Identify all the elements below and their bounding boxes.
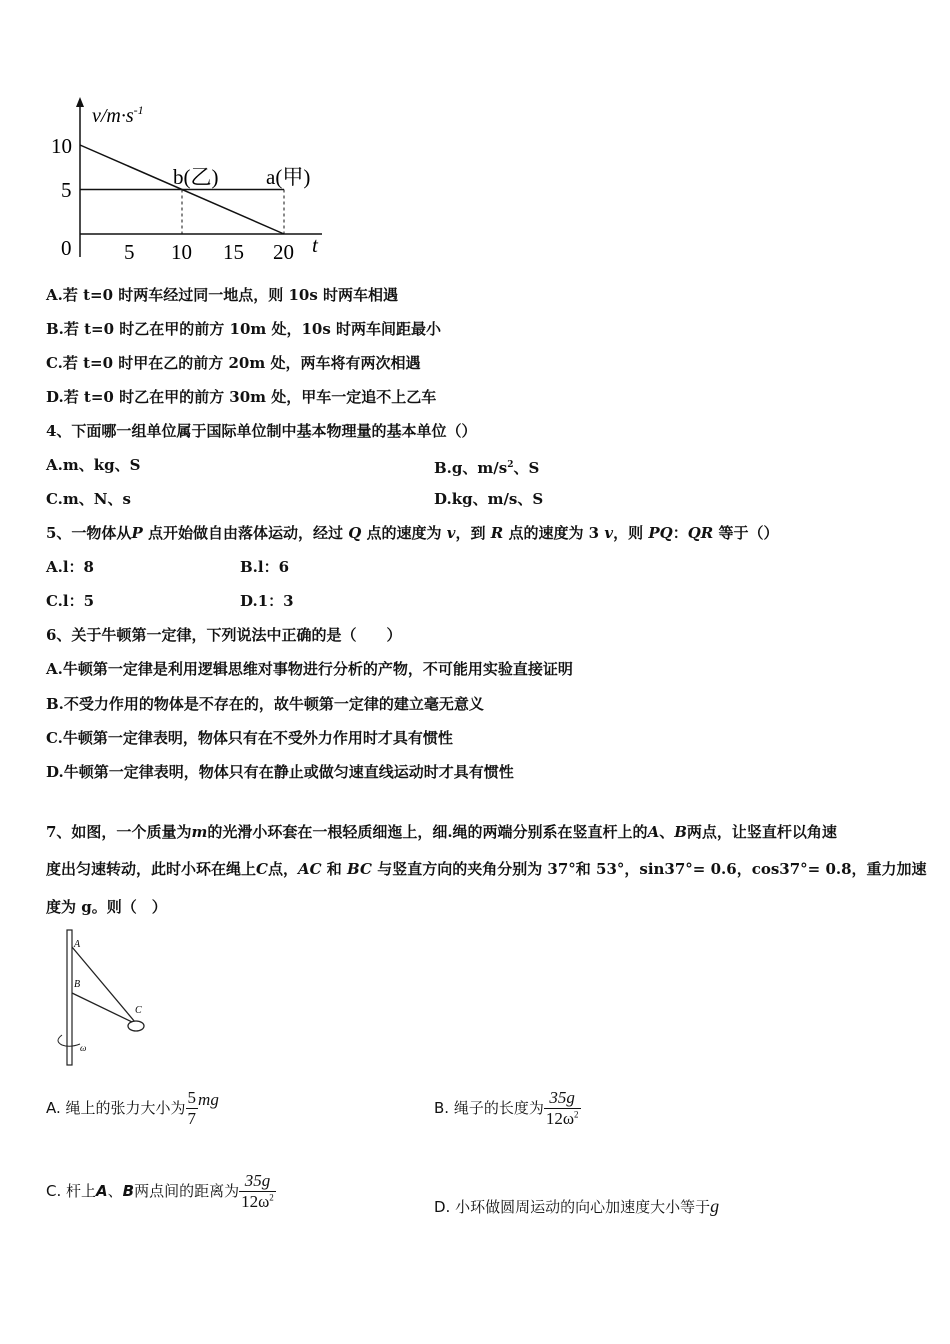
fraction-5-7	[186, 1088, 199, 1129]
q7-option-a-text: A. 绳上的张力大小为	[46, 1099, 186, 1117]
label-c: C	[135, 1005, 142, 1016]
x-tick-10: 10	[171, 240, 192, 264]
frac-den-text: 12ω	[545, 1109, 575, 1128]
x-tick-5: 5	[124, 240, 135, 264]
frac-den-sup: 2	[574, 1109, 579, 1120]
q4-option-b-post: 、S	[513, 459, 540, 477]
q5-s7: 等于（）	[718, 524, 779, 542]
q5-s3: 点的速度为	[366, 524, 442, 542]
label-b: B	[74, 979, 81, 990]
q3-option-a: A.若 t=0 时两车经过同一地点，则 10s 时两车相遇	[46, 286, 399, 304]
q7-option-b-text: B. 绳子的长度为	[434, 1099, 544, 1117]
q5-s2: 点开始做自由落体运动，经过	[147, 524, 343, 542]
q7-option-d-text: D. 小环做圆周运动的向心加速度大小等于	[434, 1198, 711, 1216]
q5-option-c: C.l：5	[46, 592, 95, 610]
q5-q: Q	[348, 524, 362, 542]
label-b-yi: b(乙)	[173, 165, 219, 189]
frac-den: 7	[187, 1109, 197, 1128]
q5-v1: v	[446, 524, 456, 542]
q7-option-d	[434, 1196, 719, 1217]
q7-a: A	[647, 823, 660, 841]
fraction-35g	[544, 1088, 581, 1129]
q4-option-b-text: B.g、m/s	[434, 459, 508, 477]
q6-option-b: B.不受力作用的物体是不存在的，故牛顿第一定律的建立毫无意义	[46, 695, 484, 713]
q7-l2c: 与竖直方向的夹角分别为 37°和 53°，sin37°= 0.6，cos37°= 0.8，重力加速	[377, 860, 927, 878]
q5-option-d: D.1：3	[240, 592, 294, 610]
label-a-jia: a(甲)	[266, 165, 311, 189]
q3-option-b: B.若 t=0 时乙在甲的前方 10m 处，10s 时两车间距最小	[46, 320, 442, 338]
y-axis-arrow	[76, 97, 84, 107]
q7-ac: AC	[297, 860, 322, 878]
q3-option-c: C.若 t=0 时甲在乙的前方 20m 处，两车将有两次相遇	[46, 354, 421, 372]
y-tick-5: 5	[61, 178, 72, 202]
q7-l2a: 度出匀速转动，此时小环在绳上	[46, 860, 257, 878]
y-axis-label-sup: -1	[133, 103, 144, 117]
q5-r: R	[490, 524, 504, 542]
q6-option-a: A.牛顿第一定律是利用逻辑思维对事物进行分析的产物，不可能用实验直接证明	[46, 660, 573, 678]
frac-num: 35g	[549, 1088, 575, 1107]
x-tick-20: 20	[273, 240, 294, 264]
q7-bc: BC	[347, 860, 372, 878]
frac-num: 35g	[244, 1171, 271, 1190]
y-axis-label	[92, 103, 144, 127]
q5-p: P	[131, 524, 143, 542]
q7-stem-line2	[46, 859, 927, 879]
q7-option-c-text2: 两点间的距离为	[134, 1182, 240, 1200]
q7-l1a: 7、如图，一个质量为	[46, 823, 192, 841]
q4-stem: 4、下面哪一组单位属于国际单位制中基本物理量的基本单位（）	[46, 422, 477, 440]
q5-colon: ：	[672, 524, 688, 542]
q7-option-d-g: g	[710, 1196, 720, 1216]
q5-v2: v	[604, 524, 614, 542]
q7-stem-line1	[46, 822, 837, 842]
fraction-35g	[239, 1171, 276, 1212]
q7-and: 和	[326, 860, 342, 878]
q7-option-c-text1: C. 杆上	[46, 1182, 97, 1200]
q7-option-c-sep: 、	[107, 1182, 123, 1200]
frac-den	[239, 1191, 276, 1212]
q5-stem	[46, 523, 779, 543]
q5-s4: ，到	[455, 524, 486, 542]
q7-b: B	[674, 823, 687, 841]
q5-option-a: A.l：8	[46, 558, 94, 576]
q6-stem: 6、关于牛顿第一定律，下列说法中正确的是（ ）	[46, 626, 402, 644]
q5-s5: 点的速度为 3	[508, 524, 600, 542]
frac-den-sup: 2	[269, 1192, 274, 1203]
q7-stem-line3: 度为 g。则（ ）	[46, 898, 167, 916]
q3-option-d: D.若 t=0 时乙在甲的前方 30m 处，甲车一定追不上乙车	[46, 388, 437, 406]
q7-c: C	[256, 860, 268, 878]
q4-option-d: D.kg、m/s、S	[434, 490, 544, 508]
string-ac	[72, 947, 135, 1022]
frac-den	[544, 1108, 581, 1129]
q7-option-a	[46, 1088, 219, 1129]
y-tick-10: 10	[51, 134, 72, 158]
q7-option-c-a: A	[96, 1182, 108, 1200]
vertical-rod	[67, 930, 72, 1065]
label-omega: ω	[80, 1043, 87, 1053]
q5-s1: 5、一物体从	[46, 524, 132, 542]
x-axis-label: t	[312, 233, 318, 257]
q4-option-c: C.m、N、s	[46, 490, 131, 508]
q7-option-a-mg: mg	[198, 1090, 219, 1109]
q5-pq: PQ	[648, 524, 673, 542]
q7-l1b: 的光滑小环套在一根轻质细迤上，细.绳的两端分别系在竖直杆上的	[207, 823, 648, 841]
q6-option-d: D.牛顿第一定律表明，物体只有在静止或做匀速直线运动时才具有惯性	[46, 763, 514, 781]
q7-option-c	[46, 1171, 276, 1212]
frac-den-text: 12ω	[241, 1192, 270, 1211]
y-axis-label-text: v/m·s	[92, 105, 134, 127]
small-ring	[128, 1021, 144, 1031]
q7-l2b: 点，	[267, 860, 298, 878]
q5-qr: QR	[687, 524, 714, 542]
frac-num: 5	[187, 1088, 197, 1107]
q5-s6: ，则	[613, 524, 644, 542]
q5-option-b: B.l：6	[240, 558, 290, 576]
q7-option-c-b: B	[122, 1182, 135, 1200]
q7-sep: 、	[659, 823, 675, 841]
q4-option-b-sup: 2	[507, 460, 514, 470]
q7-rotating-rod-figure	[50, 925, 160, 1070]
x-tick-15: 15	[223, 240, 244, 264]
q4-option-b	[434, 455, 539, 478]
q7-l1c: 两点，让竖直杆以角速	[686, 823, 837, 841]
q7-m: m	[191, 823, 208, 841]
label-a: A	[74, 939, 81, 950]
q4-option-a: A.m、kg、S	[46, 456, 141, 474]
q6-option-c: C.牛顿第一定律表明，物体只有在不受外力作用时才具有惯性	[46, 729, 453, 747]
y-tick-0: 0	[61, 236, 72, 260]
q7-option-b	[434, 1088, 581, 1129]
velocity-time-graph	[40, 92, 340, 270]
